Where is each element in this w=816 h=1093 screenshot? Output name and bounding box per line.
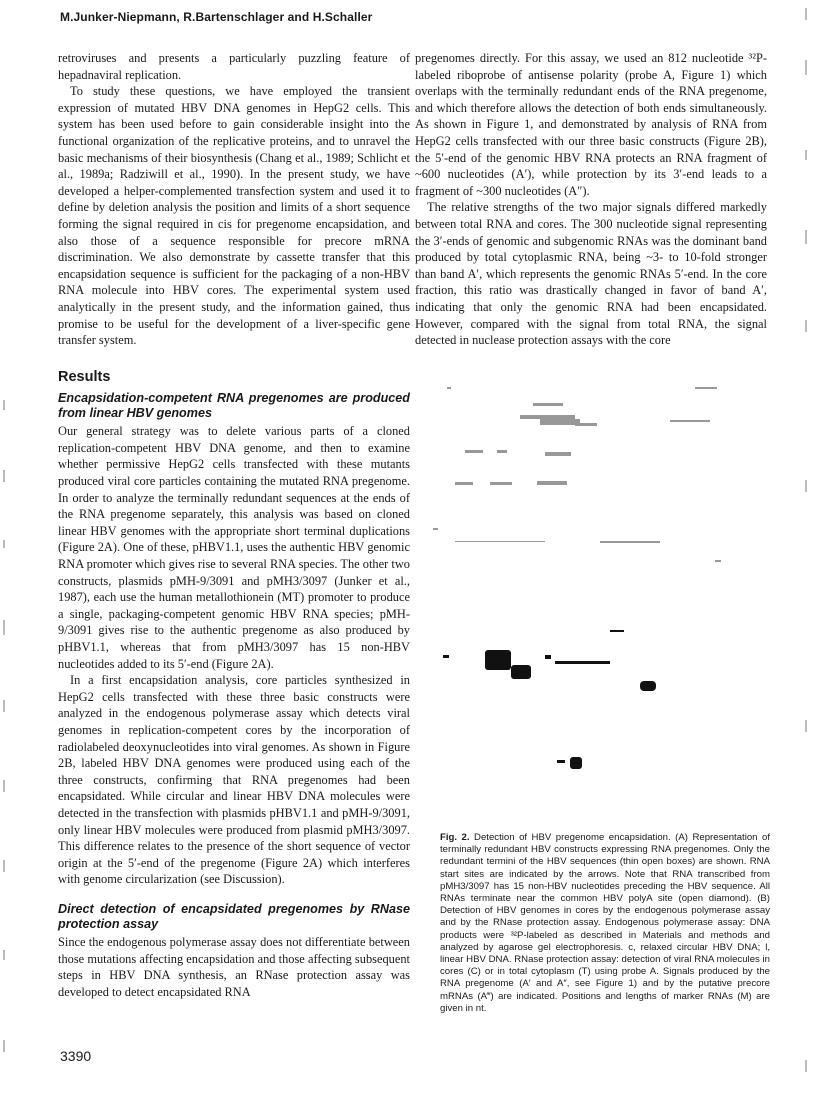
paragraph: retroviruses and presents a particularly puzzling feature of hepadnaviral replication. (58, 51, 410, 82)
paragraph: To study these questions, we have employed the transient expression of mutated HBV DNA genomes in HepG2 cells. This system has been used before to gain considerable insight into the functional organization of the replicative proteins, and to unravel the basic mechanisms of their biosynthesis (Chang et al., 1989; Schlicht et al., 1989a; Radziwill et al., 1990). In the present study, we have developed a helper-complemented transfection system and used it to define by deletion analysis the position and limits of a short sequence forming the signal required in cis for pregenome encapsidation, and also those of a sequence responsible for precore mRNA discrimination. We also demonstrate by cassette transfer that this encapsidation sequence is sufficient for the packaging of a non-HBV RNA molecule into HBV cores. The experimental system used analytically in the present study, and the information gained, thus promise to be useful for the development of a liver-specific gene transfer system. (58, 84, 410, 348)
caption-label: Fig. 2. (440, 832, 470, 843)
subsection-heading: Encapsidation-competent RNA pregenomes are produced from linear HBV genomes (58, 391, 410, 421)
paragraph: Our general strategy was to delete various parts of a cloned replication-competent HBV DNA genome, and then to examine whether permissive HepG2 cells transfected with these mutants produced viral core particles containing the mutated RNA pregenome. In order to analyze the terminally redundant sequences at the ends of the RNA pregenome separately, this analysis was based on cloned linear HBV genomes with the appropriate short terminal duplications (Figure 2A). One of these, pHBV1.1, uses the authentic HBV genomic RNA promoter which gives rise to several RNA species. The other two constructs, plasmids pMH-9/3091 and pMH3/3097 (Junker et al., 1987), each use the human metallothionein (MT) promoter to produce a single, packaging-competent genomic HBV RNA species; pMH-9/3091 gives rise to the authentic pregenome as also produced by pHBV1.1, whereas that from pMH3/3097 has 15 non-HBV nucleotides added to its 5′-end (Figure 2A). (58, 424, 410, 671)
paragraph: The relative strengths of the two major signals differed markedly between total RNA and cores. The 300 nucleotide signal representing the 3′-ends of genomic and subgenomic RNAs was the dominant band produced by total cytoplasmic RNA, being ~3- to 10-fold stronger than band A′, which represents the genomic RNAs 5′-end. In the core fraction, this ratio was drastically changed in favor of band A′, indicating that only the genomic RNA had been encapsidated. However, compared with the signal from total RNA, the signal detected in nuclease protection assays with the core (415, 200, 767, 348)
caption-text: Detection of HBV pregenome encapsidation. (A) Representation of terminally redundant HBV constructs expressing RNA pregenomes. Only the redundant termini of the HBV sequences (thin open boxes) are shown. RNA start sites are indicated by the arrows. Note that RNA transcribed from pMH3/3097 has 15 non-HBV nucleotides preceding the HBV sequence. All RNAs terminate near the common HBV polyA site (open diamond). (B) Detection of HBV genomes in cores by the endogenous polymerase assay and by the RNase protection assay. Endogenous polymerase assay: DNA products were ³²P-labeled as described in Materials and methods and analyzed by agarose gel electrophoresis. c, relaxed circular HBV DNA; l, linear HBV DNA. RNase protection assay: detection of viral RNA molecules in cores (C) or in total cytoplasm (T) using probe A. Signals produced by the RNA pregenome (A′ and A″, see Figure 1) and by the putative precore mRNAs (A‴) are indicated. Positions and lengths of marker RNAs (M) are given in nt. (440, 832, 770, 1014)
running-head: M.Junker-Niepmann, R.Bartenschlager and H.Schaller (60, 10, 373, 24)
paragraph: pregenomes directly. For this assay, we used an 812 nucleotide ³²P-labeled riboprobe of antisense polarity (probe A, Figure 1) which overlaps with the terminally redundant ends of the RNA pregenome, and which therefore allows the detection of both ends simultaneously. As shown in Figure 1, and demonstrated by analysis of RNA from HepG2 cells transfected with our three basic constructs (Figure 2B), the 5′-end of the genomic HBV RNA protects an RNA fragment of ~600 nucleotides (A′), while protection by its 3′-end leads to a fragment of ~300 nucleotides (A″). (415, 51, 767, 198)
paragraph: Since the endogenous polymerase assay does not differentiate between those mutations affecting encapsidation and those affecting subsequent steps in HBV DNA synthesis, an RNase protection assay was developed to detect encapsidated RNA (58, 934, 410, 999)
subsection-heading: Direct detection of encapsidated pregenomes by RNase protection assay (58, 901, 410, 931)
page-number: 3390 (60, 1048, 92, 1064)
paragraph: In a first encapsidation analysis, core particles synthesized in HepG2 cells transfected with these three basic constructs were analyzed in the endogenous polymerase assay which detects viral genomes in replication-competent cores by the incorporation of radiolabeled deoxynucleotides into viral genomes. As shown in Figure 2B, labeled HBV DNA genomes were produced using each of the three constructs, confirming that RNA pregenomes had been encapsidated. While circular and linear HBV DNA molecules were detected in the transfection with plasmids pHBV1.1 and pMH-9/3091, only linear HBV molecules were produced from plasmid pMH3/3097. This difference relates to the presence of the short sequence of vector origin at the 5′-end of the pregenome (Figure 2A) which interferes with genome circularization (see Discussion). (58, 673, 410, 887)
section-heading-results: Results (58, 368, 111, 385)
